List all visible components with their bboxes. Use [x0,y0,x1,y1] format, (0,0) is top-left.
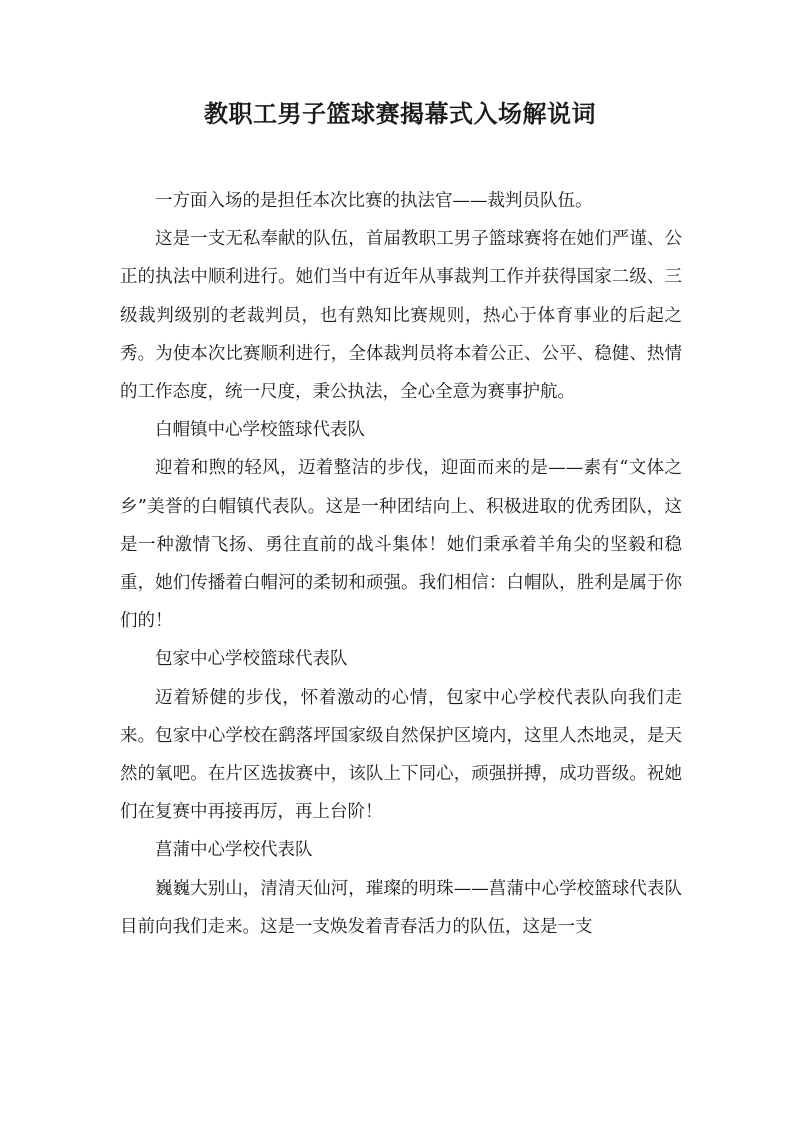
heading-changpu-team: 菖蒲中心学校代表队 [155,840,313,861]
paragraph-referees-description: 这是一支无私奉献的队伍，首届教职工男子篮球赛将在她们严谨、公正的执法中顺利进行。她们当中有近年从事裁判工作并获得国家二级、三级裁判级别的老裁判员，也有熟知比赛规则，热心于体育事业的后起之秀。为使本次比赛顺利进行，全体裁判员将本着公正、公平、稳健、热情的工作态度，统一尺度，秉公执法，全心全意为赛事护航。 [120,229,682,403]
heading-baojia-team: 包家中心学校篮球代表队 [155,649,348,670]
document-body [120,182,682,946]
document-title: 教职工男子篮球赛揭幕式入场解说词 [204,99,596,128]
heading-baimao-team: 白帽镇中心学校篮球代表队 [155,420,365,441]
paragraph-baimao-team: 迎着和煦的轻风，迈着整洁的步伐，迎面而来的是——素有“文体之乡”美誉的白帽镇代表队。这是一种团结向上、积极进取的优秀团队，这是一种激情飞扬、勇往直前的战斗集体！她们秉承着羊角尖的坚毅和稳重，她们传播着白帽河的柔韧和顽强。我们相信：白帽队，胜利是属于你们的！ [120,458,682,632]
paragraph-referees-intro: 一方面入场的是担任本次比赛的执法官——裁判员队伍。 [155,191,593,211]
paragraph-changpu-team: 巍巍大别山，清清天仙河，璀璨的明珠——菖蒲中心学校篮球代表队目前向我们走来。这是一支焕发着青春活力的队伍，这是一支 [120,878,682,937]
paragraph-baojia-team: 迈着矫健的步伐，怀着激动的心情，包家中心学校代表队向我们走来。包家中心学校在鹞落坪国家级自然保护区境内，这里人杰地灵，是天然的氧吧。在片区选拔赛中，该队上下同心，顽强拼搏，成功晋级。祝她们在复赛中再接再厉，再上台阶！ [120,687,682,823]
